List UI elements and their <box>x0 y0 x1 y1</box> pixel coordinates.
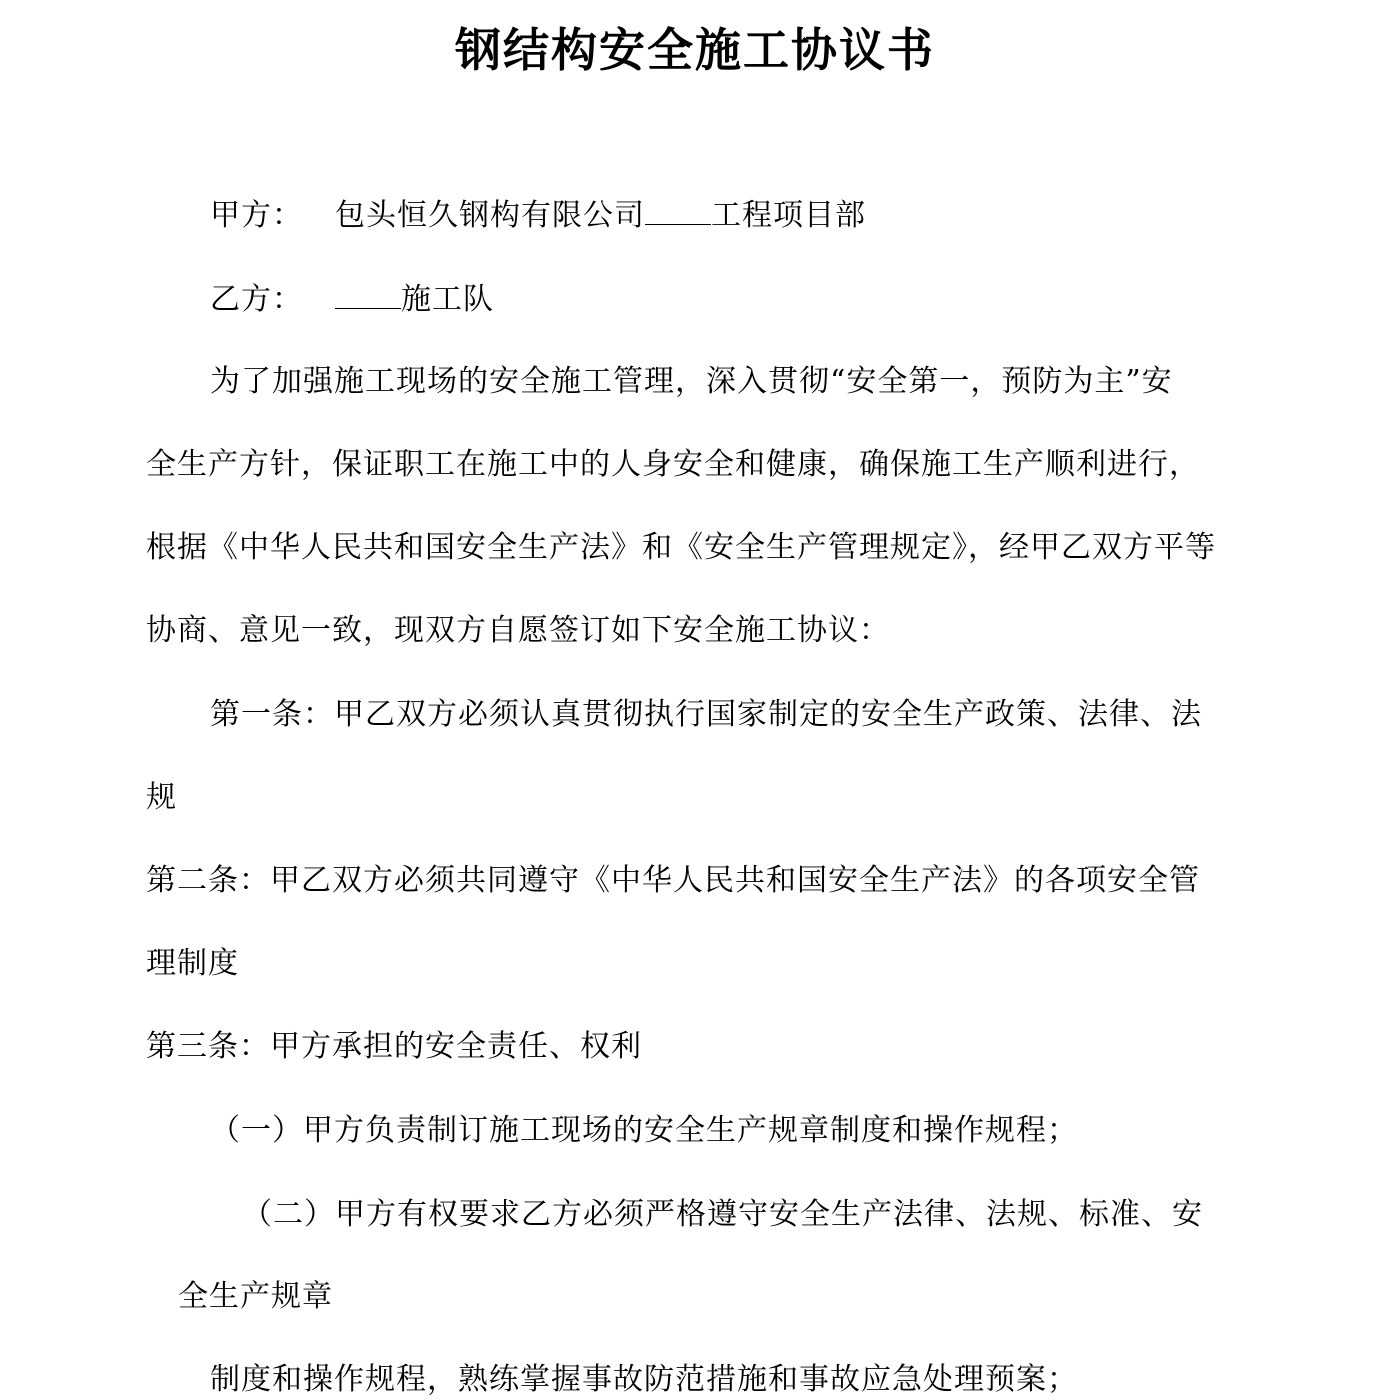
preamble-line-3: 根据《中华人民共和国安全生产法》和《安全生产管理规定》，经甲乙双方平等 <box>146 530 1216 565</box>
article-3-item-2-line-1: （二）甲方有权要求乙方必须严格遵守安全生产法律、法规、标准、安 <box>242 1197 1203 1232</box>
article-2-line-1: 第二条：甲乙双方必须共同遵守《中华人民共和国安全生产法》的各项安全管 <box>146 863 1200 898</box>
party-b-label: 乙方： <box>210 282 303 317</box>
party-b-line <box>210 280 494 320</box>
preamble-line-2: 全生产方针，保证职工在施工中的人身安全和健康，确保施工生产顺利进行， <box>146 447 1200 482</box>
article-1-line-2: 规 <box>146 780 177 815</box>
party-a-suffix: 工程项目部 <box>711 198 866 233</box>
article-3-item-2-line-2: 全生产规章 <box>178 1279 333 1314</box>
article-1-line-1: 第一条：甲乙双方必须认真贯彻执行国家制定的安全生产政策、法律、法 <box>210 697 1202 732</box>
article-3-item-1: （一）甲方负责制订施工现场的安全生产规章制度和操作规程； <box>210 1113 1078 1148</box>
party-a-company: 包头恒久钢构有限公司 <box>335 198 645 233</box>
party-a-blank <box>645 198 711 225</box>
preamble-line-4: 协商、意见一致，现双方自愿签订如下安全施工协议： <box>146 613 890 648</box>
article-2-line-2: 理制度 <box>146 946 239 981</box>
document-title: 钢结构安全施工协议书 <box>455 23 935 77</box>
article-3-heading: 第三条：甲方承担的安全责任、权利 <box>146 1029 642 1064</box>
preamble-line-1: 为了加强施工现场的安全施工管理，深入贯彻“安全第一，预防为主”安 <box>210 364 1173 399</box>
party-a-label: 甲方： <box>210 198 303 233</box>
article-3-item-2-line-3: 制度和操作规程，熟练掌握事故防范措施和事故应急处理预案； <box>210 1362 1078 1397</box>
party-a-line <box>210 196 866 236</box>
party-b-suffix: 施工队 <box>401 282 494 317</box>
party-b-blank <box>335 282 401 309</box>
